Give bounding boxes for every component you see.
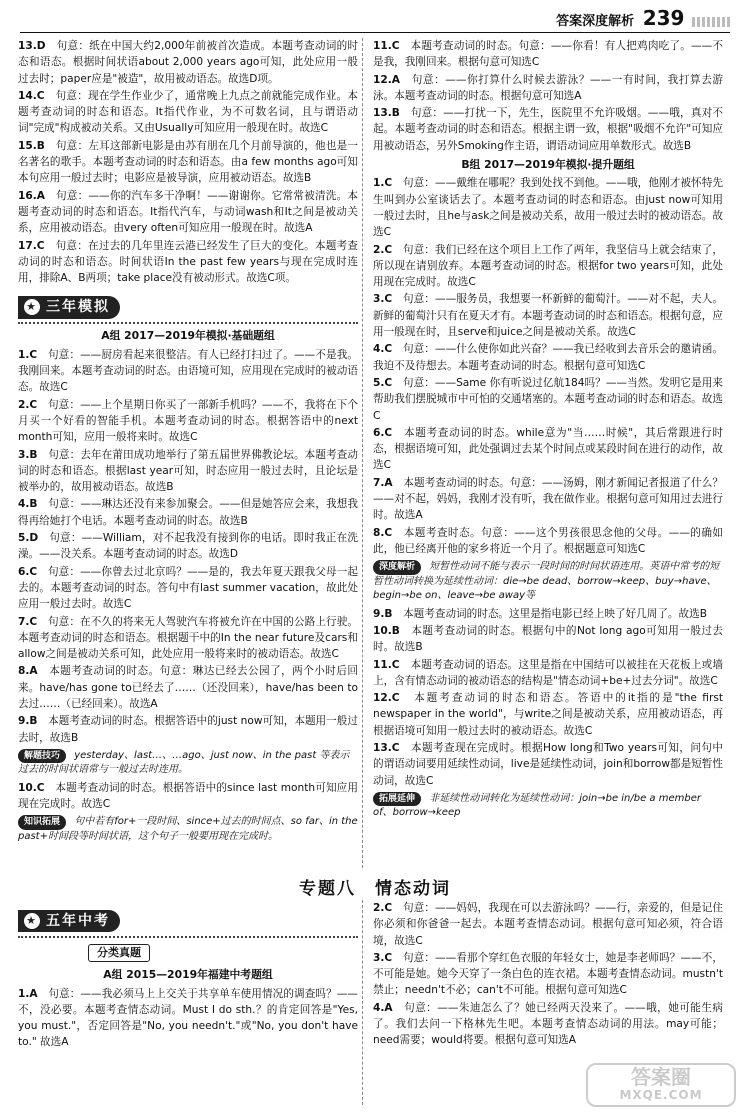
answer-number: 4.C <box>373 343 403 356</box>
column-divider-bottom <box>362 900 363 1105</box>
answer-explanation: 本题考查动词的时态。句意：——汤姆，刚才新闻记者报道了什么？——对不起，妈妈，我刚才没有听，我在做作业。根据句意可知用过去进行时。故选A <box>373 476 723 522</box>
answer-item <box>18 347 358 396</box>
header-decoration <box>692 17 730 27</box>
answer-list-right-mid <box>373 175 723 557</box>
answer-explanation: 句意：——上个星期日你买了一部新手机吗？——不，我将在下个月买一个好看的智能手机。本题考查动词的时态。根据答语中的next month可知，应用一般将来时。故选C <box>18 398 359 444</box>
answer-explanation: 本题考查动词的时态。句意：——你看！有人把鸡肉吃了。——不是我，我刚回来。根据句意可知选C <box>373 40 724 69</box>
watermark-line2: MXQE.COM <box>619 1088 703 1102</box>
answer-item <box>373 242 723 291</box>
answer-explanation: 句意：——服务员，我想要一杯新鲜的葡萄汁。——对不起，夫人。新鲜的葡萄汁只有在夏天才有。本题考查动词的时态和语态。根据句意，应用一般现在时，且serve和juice之间是被动关系。故选C <box>373 293 724 339</box>
answer-explanation: 句意：左耳这部新电影是由苏有朋在几个月前导演的，他也是一名著名的歌手。本题考查动词的时态和语态。由a few months ago可知本句应用一般过去时；电影应是被导演，应用被动语态。故选B <box>18 139 359 185</box>
running-title: 答案深度解析 <box>556 14 635 29</box>
answer-number: 1.C <box>373 177 403 190</box>
answer-explanation: 本题考查动词的时态。根据答语中的just now可知，本题用一般过去时，故选B <box>18 715 358 744</box>
header-right <box>556 6 730 30</box>
answer-number: 4.B <box>18 498 49 511</box>
answer-number: 7.C <box>18 615 48 628</box>
answer-explanation: 本题考查动词的时态。这里是指电影已经上映了好几周了。故选B <box>403 607 707 620</box>
topic-title: 专题八 情态动词 <box>299 879 451 899</box>
answer-item <box>373 341 723 374</box>
answer-item <box>18 986 358 1051</box>
answer-explanation: 本题考查动词的时态。句意：琳达已经去公园了，两个小时后回来。have/has gone to已经去了……（还没回来），have/has been to去过……（已经回来）。故选A <box>18 665 358 710</box>
answer-number: 10.C <box>18 781 56 794</box>
group-a-title: A组 2015—2019年福建中考题组 <box>103 968 273 982</box>
answer-explanation: 句意：去年在莆田成功地举行了第五届世界佛教论坛。本题考查动词的时态和语态。根据last year可知，时态应用一般过去时，且论坛是被举办的，故用被动语态。故选B <box>18 448 358 494</box>
answer-number: 5.C <box>373 376 403 389</box>
section-banner-three-year <box>18 292 358 324</box>
answer-explanation: 句意：我们已经在这个项目上工作了两年，我坚信马上就会结束了，所以现在请别放弃。本题考查动词的时态。根据for two years可知，此处用现在完成时。故选C <box>373 243 723 289</box>
tip-label: 深度解析 <box>373 560 421 575</box>
answer-list-right-top <box>373 38 723 154</box>
answer-number: 12.C <box>373 692 415 705</box>
answer-list-left-top <box>18 38 358 286</box>
answer-explanation: 句意：——戴维在哪呢？我到处找不到他。——哦，他刚才被怀特先生叫到办公室谈话去了。本题考查动词的时态和语态。由just now可知用一般过去时，且he与ask之间是被动关系，故用一般过去时的被动语态。故选C <box>373 177 724 239</box>
answer-explanation: 本题考查现在完成时。根据How long和Two years可知，问句中的谓语动词要用延续性动词，live是延续性动词，join和borrow都是短暂性动词，故选C <box>373 742 723 787</box>
left-column <box>18 38 358 846</box>
page-header <box>20 6 730 33</box>
answer-item <box>373 475 723 524</box>
answer-number: 7.A <box>373 476 404 489</box>
banner-title: 五年中考 <box>46 912 110 929</box>
answer-item <box>18 614 358 663</box>
answer-item <box>373 175 723 240</box>
answer-explanation: 句意：——你打算什么时候去游泳？——一有时间，我打算去游泳。本题考查动词的时态。根据句意可知选A <box>373 73 723 102</box>
column-divider <box>362 38 363 868</box>
answer-explanation: 本题考查动词的时态。while意为"当……时候"，其后常跟进行时态，根据语境可知，此处强调过去某个时间点或某段时间在进行的动作，故选C <box>373 426 724 472</box>
tip-box <box>373 560 723 604</box>
group-b-title: B组 2017—2019年模拟·提升题组 <box>461 158 635 172</box>
answer-item <box>373 291 723 340</box>
banner-box <box>18 296 120 318</box>
tip-box <box>18 815 358 844</box>
banner-box <box>18 910 120 932</box>
answer-explanation: 句意：在不久的将来无人驾驶汽车将被允许在中国的公路上行驶。本题考查动词的时态和语态。根据题干中的In the near future及cars和allow之间是被动关系可知，此处应用一般将来时的被动语态。故选C <box>18 615 358 661</box>
answer-item <box>18 188 358 237</box>
mascot-icon: ★ <box>24 913 40 929</box>
bottom-right-column <box>373 900 723 1050</box>
answer-item <box>373 950 723 999</box>
mascot-icon: ★ <box>24 299 40 315</box>
answer-number: 12.A <box>373 73 412 86</box>
answer-number: 14.C <box>18 89 56 102</box>
answer-explanation: 本题考查动词的时态和语态。答语中的it指的是"the first newspaper in the world"，与write之间是被动关系，应用被动语态，再根据语境可知用一般过去时的被动语态。故选C <box>373 692 723 737</box>
answer-item <box>373 525 723 558</box>
answer-explanation: 句意：——妈妈，我现在可以去游泳吗？——行，亲爱的，但是记住你必须和你爸爸一起去。本题考查情态动词。根据句意可知必须，符合语境，故选C <box>373 902 724 947</box>
answer-item <box>18 88 358 137</box>
tip-box <box>18 749 358 778</box>
answer-number: 4.A <box>373 1001 405 1014</box>
answer-explanation: 句意：在过去的几年里连云港已经发生了巨大的变化。本题考查动词的时态和语态。时间状语In the past few years与现在完成时连用，排除A、B两项；take place没有被动形式。故选C项。 <box>18 239 359 285</box>
answer-item <box>373 657 723 690</box>
answer-item <box>373 900 723 949</box>
answer-explanation: 句意：——什么使你如此兴奋？——我已经收到去音乐会的邀请函。我迫不及待想去。本题考查动词的时态。根据句意可知选C <box>373 343 724 372</box>
answer-item <box>18 397 358 446</box>
answer-item <box>18 530 358 563</box>
answer-explanation: 句意：——看那个穿红色衣服的年轻女士，她是李老师吗？——不，不可能是她。她今天穿了一条白色的连衣裙。本题考查情态动词。mustn't禁止；needn't不必；can't不可能。根据句意可知选C <box>373 951 724 997</box>
answer-item <box>373 606 723 622</box>
answer-item <box>18 447 358 496</box>
answer-number: 9.B <box>18 715 49 728</box>
answer-explanation: 本题考查时态。句意：——这个男孩很思念他的父母。——的确如此，他已经离开他的家乡将近一个月了。根据题意可知选C <box>373 526 724 555</box>
answer-item <box>18 780 358 813</box>
answer-explanation: 本题考查动词的时态。根据答语中的since last month可知应用现在完成时。故选C <box>18 781 358 811</box>
answer-item <box>373 375 723 424</box>
answer-explanation: 句意：——打扰一下，先生，医院里不允许吸烟。——哦，真对不起。本题考查动词的时态和语态。根据主谓一致，根据"吸烟不允许"可知应用被动语态，另外Smoking作主语，谓语动词应用单数形式。故选B <box>373 107 724 152</box>
answer-number: 13.D <box>18 40 57 52</box>
answer-item <box>373 623 723 656</box>
answer-explanation: 句意：——琳达还没有来参加聚会。——但是她答应会来，我想我得再给她打个电话。本题考查动词的时态。故选B <box>18 498 358 527</box>
answer-item <box>18 38 358 87</box>
answer-number: 17.C <box>18 239 56 252</box>
banner-title: 三年模拟 <box>46 299 110 316</box>
watermark-line1: 答案圈 <box>631 1065 691 1089</box>
answer-item <box>373 105 723 154</box>
bottom-left-column <box>18 900 358 1052</box>
answer-explanation: 本题考查动词的语态。这里是指在中国结可以被挂在天花板上或墙上，含有情态动词的被动语态的结构是"情态动词+be+过去分词"。故选C <box>373 658 723 687</box>
category-label: 分类真题 <box>88 944 150 962</box>
section-banner-five-year <box>18 906 358 938</box>
right-column <box>373 38 723 823</box>
answer-explanation: 句意：——你的汽车多干净啊！——谢谢你。它常常被清洗。本题考查动词的时态和语态。It指代汽车，与动词wash和It之间是被动关系，应用被动语态。由very often可知应用一般现在时。故选A <box>18 189 359 235</box>
answer-number: 16.A <box>18 189 56 202</box>
answer-list-left-after-tip <box>18 780 358 813</box>
answer-number: 11.C <box>373 40 411 52</box>
tip-label: 拓展延伸 <box>373 792 421 807</box>
answer-explanation: 句意：——你曾去过北京吗？——是的，我去年夏天跟我父母一起去的。本题考查动词的时态。答句中有last summer vacation，故此处应用一般过去时。故选C <box>18 565 359 611</box>
answer-number: 15.B <box>18 139 56 152</box>
answer-number: 5.D <box>18 532 50 545</box>
answer-explanation: 句意：——朱迪怎么了？她已经两天没来了。——哦，她可能生病了。我们去问一下格林先生吧。本题考查情态动词的用法。may可能；need需要；would将要。根据句意可知选A <box>373 1001 723 1047</box>
tip-text: 句中若有for+一段时间、since+过去的时间点、so far、in the past+时间段等时间状语，这个句子一般要用现在完成时。 <box>18 816 358 842</box>
answer-item <box>18 564 358 613</box>
answer-number: 11.C <box>373 658 411 671</box>
answer-number: 6.C <box>18 565 48 578</box>
answer-item <box>18 496 358 529</box>
answer-explanation: 句意：现在学生作业少了，通常晚上九点之前就能完成作业。本题考查动词的时态和语态。It指代作业，为不可数名词，且与谓语动词"完成"构成被动关系。又由Usually可知应用一般现在时。故选C <box>18 89 359 135</box>
answer-number: 13.B <box>373 107 411 120</box>
page-number: 239 <box>642 6 685 30</box>
tip-text: 短暂性动词不能与表示一段时间的时间状语连用。英语中常考的短暂性动词转换为延续性动词：die→be dead、borrow→keep、buy→have、begin→be on、leave→be away等 <box>373 561 720 602</box>
answer-number: 2.C <box>373 243 403 256</box>
answer-list-bottom-left <box>18 986 358 1051</box>
answer-item <box>18 138 358 187</box>
answer-number: 3.B <box>18 448 49 461</box>
answer-item <box>373 72 723 105</box>
answer-number: 2.C <box>18 398 48 411</box>
answer-explanation: 句意：——William，对不起我没有接到你的电话。即时我正在洗澡。——没关系。本题考查动词的时态。故选D <box>18 532 358 561</box>
answer-item <box>373 1000 723 1049</box>
answer-number: 13.C <box>373 742 411 755</box>
answer-number: 8.A <box>18 665 50 678</box>
watermark-logo <box>586 1063 736 1107</box>
answer-number: 3.C <box>373 951 403 964</box>
answer-item <box>373 425 723 474</box>
answer-explanation: 句意：——Same 你有听说过亿航184吗？——当然。发明它是用来帮助我们摆脱城市中可怕的交通堵塞的。本题考查动词的时态和语态。故选C <box>373 376 723 422</box>
answer-list-left-mid <box>18 347 358 746</box>
answer-list-right-after-tip <box>373 606 723 789</box>
tip-label: 知识拓展 <box>18 815 66 830</box>
answer-number: 9.B <box>373 607 404 620</box>
answer-explanation: 句意：——我必须马上上交关于共享单车使用情况的调查吗？——不，没必要。本题考查情态动词。Must I do sth.？的肯定回答是"Yes, you must."，否定回答是"No, you needn't."或"No, you don't have to." 故选A <box>18 987 358 1049</box>
answer-explanation: 本题考查动词的时态。根据句中的Not long ago可知用一般过去时。故选B <box>373 625 724 654</box>
answer-item <box>18 238 358 287</box>
answer-number: 8.C <box>373 526 404 539</box>
group-a-title: A组 2017—2019年模拟·基础题组 <box>101 329 275 343</box>
answer-number: 1.C <box>18 348 48 361</box>
answer-number: 6.C <box>373 426 405 439</box>
answer-explanation: 句意：——厨房看起来很整洁。有人已经打扫过了。——不是我。我刚回来。本题考查动词的时态。由语境可知，应用现在完成时的被动语态。故选C <box>18 348 359 394</box>
answer-item <box>18 713 358 746</box>
answer-item <box>373 38 723 71</box>
answer-explanation: 句意：纸在中国大约2,000年前被首次造成。本题考查动词的时态和语态。根据时间状语about 2,000 years ago可知，此处应用一般过去时；paper应是"被造"，故用被动语态。故选D项。 <box>18 40 359 85</box>
tip-box <box>373 792 723 821</box>
answer-list-bottom-right <box>373 900 723 1049</box>
tip-label: 解题技巧 <box>18 749 66 764</box>
answer-number: 2.C <box>373 902 403 914</box>
answer-item <box>18 663 358 712</box>
answer-item <box>373 740 723 789</box>
answer-item <box>373 690 723 739</box>
answer-number: 1.A <box>18 987 49 1000</box>
answer-number: 3.C <box>373 293 403 306</box>
tip-text: 非延续性动词转化为延续性动词：join→be in/be a member of、borrow→keep <box>373 792 701 819</box>
tip-text: yesterday、last…、…ago、just now、in the past 等表示过去的时间状语常与一般过去时连用。 <box>18 749 350 776</box>
answer-number: 10.B <box>373 625 412 637</box>
